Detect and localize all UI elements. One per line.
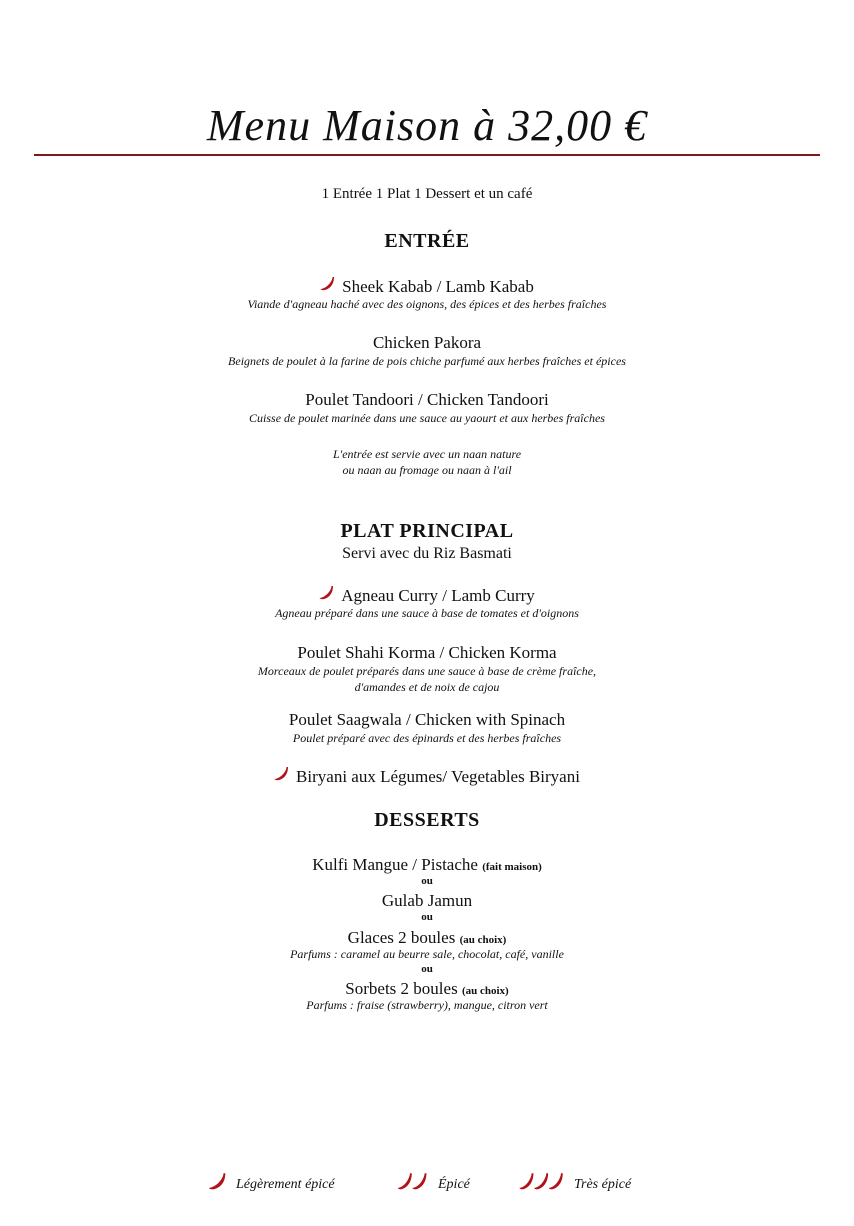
legend-item-medium: Épicé: [396, 1172, 470, 1198]
plat-subtitle: Servi avec du Riz Basmati: [342, 545, 512, 562]
chili-pepper-icon: [396, 1172, 430, 1198]
entree-note-line: ou naan au fromage ou naan à l'ail: [342, 463, 512, 477]
menu-item-name: Chicken Pakora: [372, 333, 482, 352]
menu-item-description: Poulet préparé avec des épinards et des herbes fraîches: [292, 731, 562, 745]
section-heading-plat: PLAT PRINCIPAL: [340, 520, 514, 542]
dessert-gulab-jamun: Gulab Jamun: [381, 891, 473, 910]
dessert-sorbets-flavors: Parfums : fraise (strawberry), mangue, citron vert: [306, 998, 548, 1012]
menu-item-description: d'amandes et de noix de cajou: [354, 680, 500, 694]
menu-item-description: Agneau préparé dans une sauce à base de tomates et d'oignons: [275, 606, 579, 620]
menu-item-description: Cuisse de poulet marinée dans une sauce au yaourt et aux herbes fraîches: [249, 411, 605, 425]
menu-title: Menu Maison à 32,00 €: [206, 101, 648, 150]
dessert-or-separator: ou: [421, 911, 433, 923]
dessert-or-separator: ou: [421, 963, 433, 975]
menu-item-name: Biryani aux Légumes/ Vegetables Biryani: [0, 766, 854, 789]
menu-item-name: Poulet Shahi Korma / Chicken Korma: [297, 643, 557, 662]
menu-item-name: Poulet Tandoori / Chicken Tandoori: [305, 390, 549, 409]
chili-pepper-icon: [208, 1172, 228, 1198]
dessert-glaces: Glaces 2 boules (au choix): [347, 928, 507, 947]
title-divider: [34, 154, 820, 156]
dessert-or-separator: ou: [421, 875, 433, 887]
dessert-sorbets: Sorbets 2 boules (au choix): [345, 979, 509, 998]
menu-item-name: Poulet Saagwala / Chicken with Spinach: [288, 710, 566, 729]
section-heading-desserts: DESSERTS: [374, 809, 480, 831]
chili-pepper-icon: [518, 1172, 566, 1198]
menu-item-description: Morceaux de poulet préparés dans une sauce à base de crème fraîche,: [257, 664, 597, 678]
menu-formula: 1 Entrée 1 Plat 1 Dessert et un café: [321, 186, 533, 202]
menu-item-name: Sheek Kabab / Lamb Kabab: [0, 276, 854, 299]
menu-item-description: Beignets de poulet à la farine de pois chiche parfumé aux herbes fraîches et épices: [228, 354, 626, 368]
menu-item-name: Agneau Curry / Lamb Curry: [0, 585, 854, 608]
section-heading-entree: ENTRÉE: [384, 230, 470, 252]
legend-item-hot: Très épicé: [518, 1172, 631, 1198]
dessert-kulfi: Kulfi Mangue / Pistache (fait maison): [312, 855, 542, 874]
entree-note-line: L'entrée est servie avec un naan nature: [332, 447, 522, 461]
menu-item-description: Viande d'agneau haché avec des oignons, des épices et des herbes fraîches: [247, 297, 607, 311]
legend-item-mild: Légèrement épicé: [208, 1172, 335, 1198]
chili-pepper-icon: [274, 766, 290, 789]
spice-legend: [0, 1172, 854, 1198]
dessert-glaces-flavors: Parfums : caramel au beurre sale, chocolat, café, vanille: [290, 947, 564, 961]
